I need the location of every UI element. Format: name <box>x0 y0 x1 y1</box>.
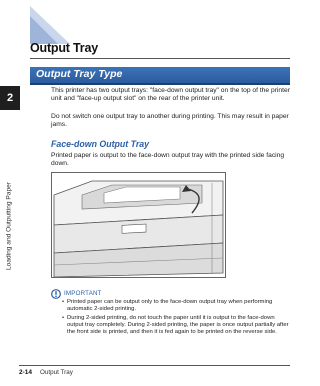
important-notes-list <box>62 299 292 336</box>
important-note-2: • During 2-sided printing, do not touch the paper until it is output to the face-down output tray completely. During 2-sided printing, the paper is once output partially after the front side is printed, and then it is fed again to be printed on the reverse side. <box>62 315 292 337</box>
subsection-paragraph: Printed paper is output to the face-down output tray with the printed side facing down. <box>51 152 285 168</box>
section-title: Output Tray Type <box>36 68 123 80</box>
important-note-1: • Printed paper can be output only to the face-down output tray when performing automatic 2-sided printing. <box>62 299 292 314</box>
intro-paragraph-2: Do not switch one output tray to another during printing. This may result in paper jams. <box>51 113 289 129</box>
chapter-label: Loading and Outputting Paper <box>5 182 13 270</box>
footer-title: Output Tray <box>40 369 73 376</box>
section-header-bar <box>30 67 290 85</box>
intro-paragraph-1: This printer has two output trays: "face-down output tray" on the top of the printer unit and "face-up output slot" on the rear of the printer unit. <box>51 87 290 103</box>
footer-divider <box>19 365 290 366</box>
page-title: Output Tray <box>30 41 98 55</box>
important-label: IMPORTANT <box>64 290 102 297</box>
chapter-tab: 2 <box>0 86 20 110</box>
subsection-title: Face-down Output Tray <box>51 139 150 149</box>
important-icon <box>51 289 61 299</box>
printer-illustration <box>51 172 226 278</box>
corner-decoration-icon <box>30 6 70 44</box>
page-number: 2-14 <box>19 369 33 376</box>
title-divider <box>30 58 290 59</box>
printer-drawing-icon <box>52 173 225 277</box>
